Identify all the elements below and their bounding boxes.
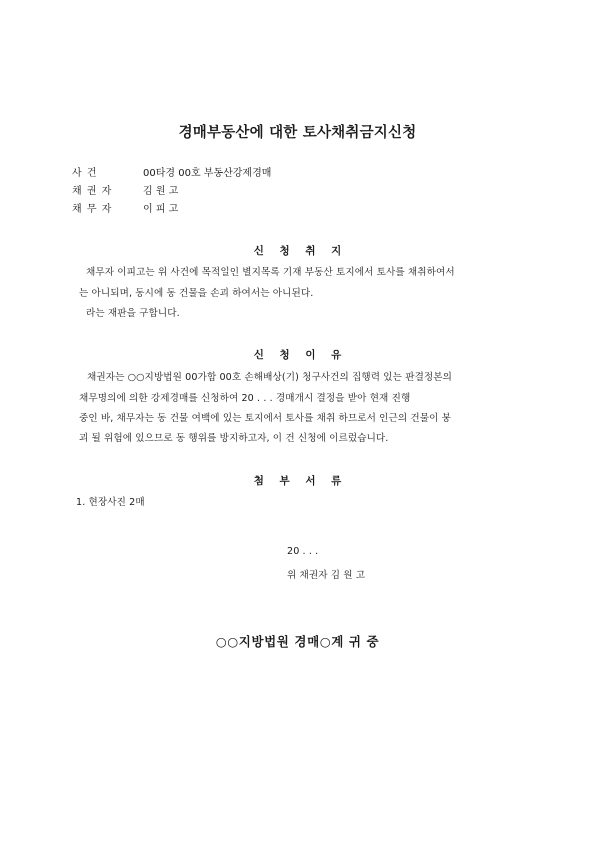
attachment-item: 1. 현장사진 2매 [76,497,145,508]
reason-line: 채무명의에 의한 강제경매를 신청하여 20 . . . 경매개시 결정을 받아 현재 진행 [79,393,411,404]
reason-line: 채권자는 ○○지방법원 00가합 00호 손해배상(기) 청구사건의 집행력 있는 판결정본의 [87,372,453,383]
purpose-line: 채무자 이피고는 위 사건에 목적일인 별지목록 기재 부동산 토지에서 토사를 채취하여서 [86,267,455,278]
document-title: 경매부동산에 대한 토사채취금지신청 [178,125,417,141]
case-value: 00타경 00호 부동산강제경매 [143,168,272,179]
signature-date: 20 . . . [287,546,319,557]
reason-line: 괴 될 위험에 있으므로 동 행위를 방지하고자, 이 건 신청에 이르렀습니다. [79,433,389,444]
court-addressee: ○○지방법원 경매○계 귀 중 [215,634,380,649]
signature-signer: 위 채권자 김 원 고 [287,570,366,581]
purpose-heading: 신 청 취 지 [253,245,342,257]
attachments-heading: 첨 부 서 류 [253,475,342,487]
reason-line: 중인 바, 채무자는 동 건물 여백에 있는 토지에서 토사를 채취 하므로서 인근의 건물이 붕 [79,413,451,424]
debtor-label: 채 무 자 [72,204,113,215]
case-label: 사 건 [72,168,98,179]
reason-heading: 신 청 이 유 [253,349,342,361]
purpose-line: 는 아니되며, 동시에 동 건물을 손괴 하여서는 아니된다. [79,288,314,299]
purpose-line: 라는 재판을 구합니다. [86,308,180,319]
creditor-label: 채 권 자 [72,186,113,197]
creditor-value: 김 원 고 [143,186,179,197]
debtor-value: 이 피 고 [143,204,179,215]
